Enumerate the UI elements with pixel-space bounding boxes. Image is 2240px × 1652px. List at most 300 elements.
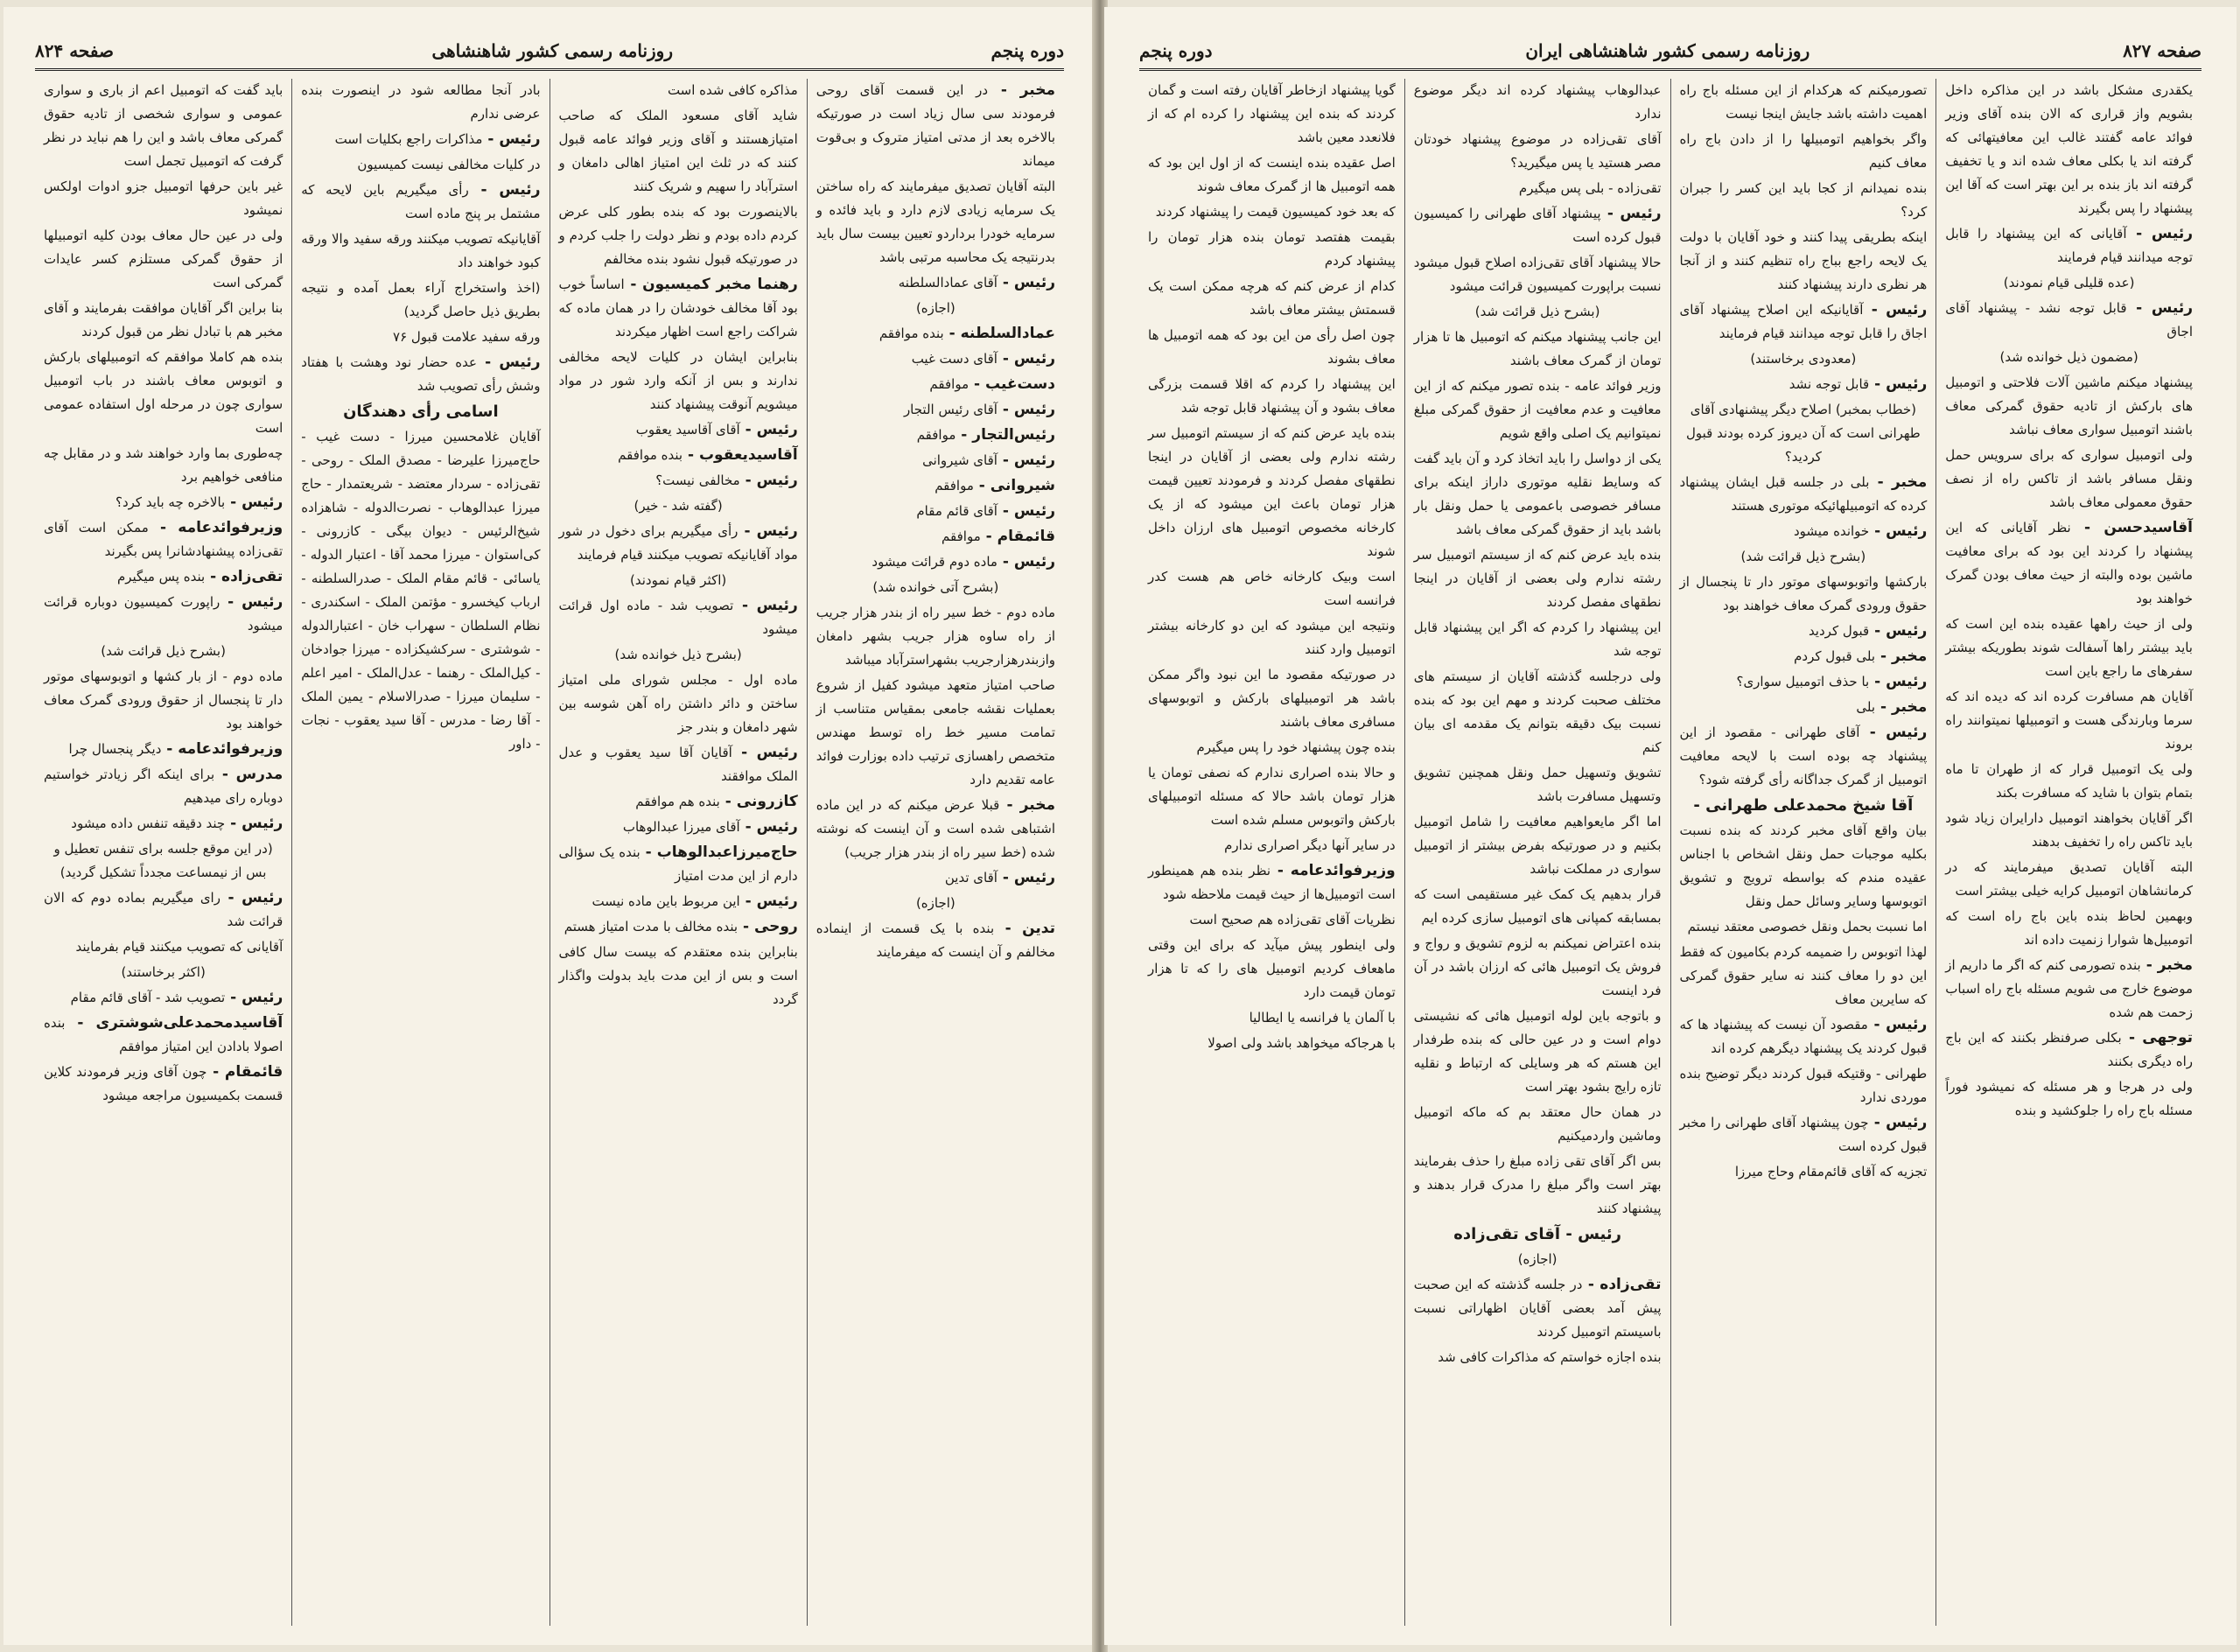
paragraph (1148, 908, 1396, 932)
paragraph (1680, 570, 1928, 618)
paragraph (301, 79, 540, 126)
paragraph-text: بادر آنجا مطالعه شود در اینصورت بنده عرضی ندارم (301, 82, 541, 122)
paragraph-text: بنده با یک قسمت از اینماده مخالفم و آن اینست که میفرمایند (816, 920, 1055, 960)
speaker-name: رئیس - (220, 889, 284, 906)
paragraph (44, 812, 283, 836)
paragraph-text: لهذا اتوبوس را ضمیمه کردم بکامیون که فقط این دو را معاف کنند نه سایر حقوق گمرکی که سایرین معاف (1679, 944, 1928, 1007)
parenthetical-note: (اجازه) (915, 895, 956, 911)
speaker-name: رئیس - (468, 181, 541, 199)
speaker-name: تدین - (994, 920, 1055, 937)
paragraph-text: راپورت کمیسیون دوباره قرائت میشود (44, 594, 284, 634)
paragraph-text: بنده باید عرض کنم که از سیستم اتومبیل سر رشته ندارم ولی بعضی از آقایان در اینجا نطقهای مفصل کردند و فرمودند تعیین قیمت هزار تومان باعث این میشود که از یک کارخانه مخصوص اتومبیل های ارزان داخل شوند (1148, 425, 1396, 559)
paragraph-text: آقای تقی‌زاده در موضوع پیشنهاد خودتان مصر هستید یا پس میگیرید؟ (1413, 131, 1662, 171)
paragraph-text: موافقم (916, 427, 956, 443)
speaker-name: توجهی - (2121, 1029, 2193, 1046)
paragraph (44, 175, 283, 222)
paragraph (1414, 883, 1662, 930)
paragraph-text: ماده دوم - از بار کشها و اتوبوسهای موتور دار تا پنجسال از حقوق ورودی گمرک معاف خواهند بود (44, 668, 284, 732)
paragraph (816, 525, 1055, 549)
paragraph-text: چون آقای وزیر فرمودند کلاین قسمت بکمیسیون مراجعه میشود (44, 1064, 284, 1103)
left-col-3 (291, 79, 549, 1626)
paragraph (559, 520, 798, 567)
speaker-name: رهنما مخبر کمیسیون - (624, 276, 798, 293)
speaker-name: شیروانی - (973, 477, 1055, 494)
speaker-name: رئیس - (1869, 375, 1928, 393)
paragraph-text: گویا پیشنهاد ازخاطر آقایان رفته است و گمان کردند که بنده این پیشنهاد را کرده ام که از فلانعدد معین باشد (1148, 82, 1396, 145)
paragraph-text: نظر بنده هم همینطور است اتومبیل‌ها از حیث قیمت ملاحظه شود (1148, 863, 1396, 902)
paragraph-text: آقای تدین (944, 870, 998, 886)
paragraph (1945, 905, 2193, 952)
paragraph-text: در جلسه گذشته که این صحبت پیش آمد بعضی آقایان اظهاراتی نسبت باسیستم اتومبیل کردند (1413, 1277, 1662, 1340)
paragraph-text: این جانب پیشنهاد میکنم که اتومبیل ها تا هزار تومان از گمرک معاف باشند (1413, 329, 1662, 368)
paragraph (1414, 1273, 1662, 1344)
paragraph (559, 941, 798, 1012)
paragraph (1414, 932, 1662, 1003)
paragraph-text: بلی در جلسه قبل ایشان پیشنهاد کرده که اتومبیلهائیکه موتوری هستند (1679, 474, 1928, 514)
speaker-name: رئیس - (1859, 724, 1928, 741)
speaker-name: رئیس - (739, 892, 798, 910)
speaker-name: قائمقام - (206, 1063, 284, 1081)
paragraph (1414, 1346, 1662, 1369)
paragraph (1148, 614, 1396, 662)
speaker-name: رئیس - (997, 401, 1055, 418)
paragraph-text: مذاکره کافی شده است (667, 82, 798, 98)
speaker-name: رئیس - (1869, 622, 1928, 640)
right-col-2 (1670, 79, 1936, 1626)
paragraph (816, 474, 1055, 498)
speaker-name: رئیس - (739, 421, 798, 438)
paragraph-text: برای اینکه اگر زیادتر خواستیم دوباره رای میدهیم (44, 766, 284, 806)
paragraph (44, 1012, 283, 1059)
left-page-header (35, 33, 1064, 71)
speaker-name: رئیس - (997, 274, 1055, 291)
paragraph-text: تصورمیکنم که هرکدام از این مسئله باج راه اهمیت داشته باشد جایش اینجا نیست (1679, 82, 1928, 122)
paragraph (816, 424, 1055, 447)
paragraph-text: اگر آقایان بخواهند اتومبیل دارایران زیاد شود باید تاکس راه را تخفیف بدهند (1945, 810, 2193, 850)
paragraph (1945, 516, 2193, 611)
paragraph (816, 601, 1055, 672)
paragraph-text: بنده هم موافقم (635, 794, 720, 809)
paragraph (301, 178, 540, 226)
paragraph (1414, 79, 1662, 126)
paragraph (1148, 1006, 1396, 1030)
right-col-1 (1936, 79, 2202, 1626)
paragraph-text: آقایان هم مسافرت کرده اند که دیده اند که سرما وبارندگی هست و اتومبیلها نمیتوانند راه بروند (1945, 689, 2193, 752)
paragraph-text: نظریات آقای تقی‌زاده هم صحیح است (1189, 912, 1396, 928)
speaker-name: رئیس - (1868, 1114, 1928, 1131)
paragraph-text: با آلمان یا فرانسه یا ایطالیا (1249, 1010, 1396, 1026)
paragraph (816, 866, 1055, 890)
paragraph (1680, 915, 1928, 939)
paragraph (816, 917, 1055, 964)
speaker-name: رئیس - (1867, 1016, 1928, 1033)
paragraph-text: عده حضار نود وهشت با هفتاد وشش رأی تصویب شد (301, 354, 541, 394)
paragraph-text: تقی‌زاده - بلی پس میگیرم (1518, 180, 1662, 196)
paragraph (1148, 1032, 1396, 1055)
paragraph-text: بنده چون پیشنهاد خود را پس میگیرم (1196, 739, 1396, 755)
paragraph-text: بالاخره چه باید کرد؟ (116, 494, 226, 510)
paragraph-text: با هرجاکه میخواهد باشد ولی اصولا (1208, 1035, 1396, 1051)
parenthetical-note: (اجازه) (1517, 1251, 1558, 1267)
paragraph (1414, 326, 1662, 373)
paragraph (1414, 1101, 1662, 1148)
speaker-name: دست‌غیب - (969, 375, 1055, 393)
speaker-name: رئیس - (1869, 522, 1928, 540)
parenthetical-note: (بشرح ذیل خوانده شد) (614, 647, 742, 662)
paragraph (1945, 1075, 2193, 1123)
paragraph (44, 346, 283, 440)
paragraph (44, 665, 283, 736)
parenthetical-note: (بشرح ذیل قرائت شد) (1474, 304, 1600, 319)
right-col-4 (1139, 79, 1404, 1626)
paragraph-text: است وبیک کارخانه خاص هم هست کدر فرانسه است (1148, 569, 1396, 608)
paragraph-text: موافقم (934, 478, 974, 494)
speaker-name: وزیرفوائدعامه - (148, 519, 284, 536)
paragraph-text: ماده دوم - خط سیر راه از بندر هزار جریب از راه ساوه هزار جریب بشهر دامغان وازبندرهزارجریب بشهراسترآباد میباشد (816, 605, 1055, 668)
paragraph-text: ممکن است آقای تقی‌زاده پیشنهادشانرا پس بگیرند (44, 520, 284, 559)
paragraph (1680, 696, 1928, 719)
speaker-name: رئیس - (739, 472, 798, 489)
parenthetical-note: (اجازه) (915, 300, 956, 316)
paragraph-text: نظر آقایانی که این پیشنهاد را کردند این بود که برای معافیت ماشین بوده والبته از حیث معاف بودن گمرک خواهند بود (1945, 520, 2193, 606)
speaker-name: رئیس - (1869, 673, 1928, 690)
paragraph-text: تشویق وتسهیل حمل ونقل همچنین تشویق وتسهیل مسافرت باشد (1413, 765, 1662, 804)
paragraph-text: این پیشنهاد را کردم که اگر این پیشنهاد قابل توجه شد (1413, 620, 1662, 659)
left-col-4 (35, 79, 291, 1626)
paragraph (1148, 275, 1396, 322)
paragraph-text: ولی در هرجا و هر مسئله که نمیشود فوراً مسئله باج راه را جلوکشید و بنده (1945, 1079, 2193, 1118)
paragraph-text: ولی از حیث راهها عقیده بنده این است که باید بیشتر راها آسفالت شوند بطوریکه بیشتر سفرهای ما راجع باین است (1945, 616, 2193, 679)
paragraph (559, 915, 798, 939)
paragraph (1414, 1150, 1662, 1221)
paragraph (1414, 543, 1662, 614)
speaker-name: مخبر - (1875, 648, 1928, 665)
parenthetical-note: (اکثر برخاستند) (121, 964, 206, 980)
speaker-name: رئیس - (997, 869, 1055, 886)
paragraph (816, 674, 1055, 792)
paragraph (1414, 202, 1662, 249)
paragraph-text: یکی از دواسل را باید اتخاذ کرد و آن باید گفت که وسایط نقلیه موتوری داراز اینکه برای مسافر خصوصی باعمومی یا حمل ونقل بار باشد باید از حقوق گمرکی معاف باشد (1413, 451, 1662, 537)
paragraph-text: واگر بخواهیم اتومبیلها را از دادن باج راه معاف کنیم (1679, 131, 1928, 171)
paragraph (816, 322, 1055, 346)
paragraph (1945, 222, 2193, 270)
parenthetical-note: (بشرح ذیل قرائت شد) (101, 643, 226, 659)
speaker-name: رئیس - (997, 350, 1055, 368)
paragraph-text: موافقم (942, 528, 981, 544)
right-page-period: دوره پنجم (1139, 40, 1213, 61)
speaker-name: کازرونی - (719, 793, 798, 810)
speaker-name: روحی - (738, 918, 798, 935)
paragraph-text: بنده اعتراض نمیکنم به لزوم تشویق و رواج و فروش یک اتومبیل هائی که ارزان باشد در آن فرد اینست (1413, 935, 1662, 998)
paragraph (559, 841, 798, 888)
parenthetical-note: (گفته شد - خیر) (634, 498, 723, 514)
paragraph (1680, 373, 1928, 396)
paragraph (1414, 665, 1662, 760)
paragraph-text: ولی یک اتومبیل قرار که از طهران تا ماه بتمام بتوان با شاید که مسافرت بکند (1945, 761, 2193, 801)
paragraph-text: البته آقایان تصدیق میفرمایند که در کرمانشاهان اتومبیل کرایه خیلی بیشتر است (1945, 859, 2193, 899)
paragraph (1680, 79, 1928, 126)
speaker-name: رئیس - (220, 593, 284, 611)
paragraph-text: قابل توجه نشد - پیشنهاد آقای اجاق (1945, 300, 2193, 340)
paragraph-text: این پیشنهاد را کردم که اقلا قسمت بزرگی معاف بشود و آن پیشنهاد قابل توجه شد (1148, 376, 1396, 416)
paragraph-text: آقایانیکه تصویب میکنند ورقه سفید والا ورقه کبود خواهند داد (301, 231, 541, 270)
paragraph (816, 794, 1055, 864)
speaker-name: رئیس - (997, 502, 1055, 520)
right-page (1104, 7, 2236, 1645)
left-page-columns (35, 79, 1064, 1626)
paragraph-text: پیشنهاد میکنم ماشین آلات فلاحتی و اتومبیل های بارکش از تادیه حقوق گمرکی معاف باشند اتومبیل سواری معاف نباشد (1945, 374, 2193, 438)
parenthetical-note: (معدودی برخاستند) (1750, 351, 1857, 367)
paragraph (1945, 297, 2193, 344)
paragraph-text: ولی اینطور پیش میآید که برای این وقتی ماهعاف کردیم اتومبیل های را که تا هزار تومان قیمت دارد (1148, 937, 1396, 1000)
speaker-name: مخبر - (1875, 698, 1928, 716)
paragraph-text: در سایر آنها دیگر اصراری ندارم (1224, 837, 1396, 853)
paragraph-text: و حالا بنده اصراری ندارم که نصفی تومان یا هزار تومان باشد حالا که مسئله اتومبیلهای بارکش واتوبوس مسلم شده است (1148, 765, 1396, 828)
paragraph-text: دیگر پنجسال چرا (68, 741, 162, 757)
paragraph (816, 398, 1055, 422)
paragraph (301, 128, 540, 151)
paragraph-text: آقایانی که این پیشنهاد را قابل توجه میدانند قیام فرمایند (1945, 226, 2193, 265)
paragraph (1148, 859, 1396, 906)
paragraph (816, 500, 1055, 523)
paragraph-text: قابل توجه نشد (1788, 376, 1870, 392)
paragraph-text: چند دقیقه تنفس داده میشود (71, 816, 226, 831)
paragraph (44, 516, 283, 564)
speaker-name: آقاسیدیعقوب - (682, 446, 798, 464)
paragraph-text: بنده هم کاملا موافقم که اتومبیلهای بارکش و اتوبوس معاف باشند در باب اتومبیل سواری چون در مرحله اول استفاده عمومی است (44, 349, 284, 436)
paragraph (1148, 79, 1396, 150)
paragraph-text: اما اگر مایعواهیم معافیت را شامل اتومبیل بکنیم و در صورتیکه بفرض بیشتر از اتومبیل سواری در مملکت نباشد (1413, 814, 1662, 877)
paragraph-text: ولی درجلسه گذشته آقایان از سیستم های مختلف صحبت کردند و مهم این بود که بنده نسبت بیک دقیقه بتوانم یک مقدمه ای بیان کنم (1413, 668, 1662, 755)
speaker-name: وزیرفوائدعامه - (161, 740, 284, 758)
right-page-header (1139, 33, 2202, 71)
paragraph-text: آقایان آقا سید یعقوب و عدل الملک موافقند (558, 745, 798, 784)
paragraph-text: بنابراین بنده معتقدم که بیست سال کافی است و بس از این مدت باید بدولت واگذار گردد (558, 944, 798, 1007)
paragraph (1148, 834, 1396, 858)
speaker-name: آقاسیدحسن - (2070, 519, 2194, 536)
speaker-name: رئیس - (738, 522, 798, 540)
speaker-name: مخبر - (999, 796, 1056, 814)
paragraph-text: البته آقایان تصدیق میفرمایند که راه ساختن یک سرمایه زیادی لازم دارد و باید فائده و سرمایه خودرا برداردو تعیین بیست سال باید بدرنتیجه یک محاسبه مرتبی باشد (816, 178, 1055, 265)
paragraph (559, 469, 798, 493)
paragraph-text: عبدالوهاب پیشنهاد کرده اند دیگر موضوع ندارد (1413, 82, 1662, 122)
right-page-number: صفحه ۸۲۷ (2123, 40, 2202, 61)
paragraph-text: در همان حال معتقد بم که ماکه اتومبیل وماشین واردمیکنیم (1413, 1104, 1662, 1144)
paragraph-text: اصل عقیده بنده اینست که از اول این بود که همه اتومبیل ها از گمرک معاف شوند (1148, 155, 1396, 194)
paragraph (1680, 620, 1928, 643)
paragraph (1680, 819, 1928, 914)
paragraph (1148, 761, 1396, 832)
paragraph-text: مخالفی نیست؟ (655, 472, 740, 488)
paragraph (1680, 645, 1928, 668)
paragraph (1148, 736, 1396, 760)
paragraph (1680, 177, 1928, 224)
paragraph-text: بنده یک سؤالی دارم از این مدت امتیاز (558, 844, 798, 884)
speaker-name: رئیس - (225, 815, 284, 832)
paragraph-text: بنده اجازه خواستم که مذاکرات کافی شد (1438, 1349, 1662, 1365)
paragraph-text: بنده باید عرض کنم که از سیستم اتومبیل سر رشته ندارم ولی بعضی از آقایان در اینجا نطقهای مفصل کردند (1413, 547, 1662, 610)
left-col-1 (807, 79, 1064, 1626)
section-heading: رئیس - آقای تقی‌زاده (1453, 1225, 1621, 1243)
paragraph (1680, 1013, 1928, 1060)
speaker-name: رئیس - (2126, 299, 2193, 317)
paragraph-text: آقایانی که تصویب میکنند قیام بفرمایند (75, 939, 284, 955)
left-page (4, 7, 1096, 1645)
paragraph-text: بنده نمیدانم از کجا باید این کسر را جبران کرد؟ (1679, 180, 1928, 220)
paragraph-text: با حذف اتومبیل سواری؟ (1736, 674, 1870, 690)
right-page-gazette-title: روزنامه رسمی کشور شاهنشاهی ایران (1525, 40, 1810, 61)
speaker-name: حاج‌میرزاعبدالوهاب - (640, 844, 798, 861)
paragraph-text: بنده تصورمی کنم که اگر ما داریم از موضوع خارج می شویم مسئله باج راه اسباب زحمت هم شده (1945, 957, 2193, 1020)
paragraph-text: ولی در عین حال معاف بودن کلیه اتومبیلها از حقوق گمرکی مستلزم کسر عایدات گمرکی است (44, 228, 284, 290)
paragraph (1680, 1160, 1928, 1184)
paragraph-text: تصویب شد - آقای قائم مقام (70, 990, 226, 1005)
paragraph-text: تصویب شد - ماده اول قرائت میشود (558, 598, 798, 637)
paragraph-text: قبلا عرض میکنم که در این ماده اشتباهی شده است و آن اینست که نوشته شده (خط سیر راه از بندر هزار جریب) (816, 797, 1055, 860)
paragraph (44, 763, 283, 810)
paragraph (1680, 471, 1928, 518)
paragraph (1148, 226, 1396, 273)
paragraph (1945, 1026, 2193, 1074)
paragraph (1945, 954, 2193, 1025)
speaker-name: وزیرفوائدعامه - (1270, 862, 1396, 879)
paragraph-text: آقای شیروانی (922, 452, 998, 468)
paragraph-text: این مربوط باین ماده نیست (592, 893, 740, 909)
section-heading: آقا شیخ محمدعلی طهرانی - (1693, 796, 1914, 815)
paragraph-text: قبول کردید (1808, 623, 1870, 639)
speaker-name: رئیس - (476, 354, 541, 371)
paragraph-text: بیان واقع آقای مخبر کردند که بنده نسبت بکلیه موجبات حمل ونقل اشخاص با اجناس عقیده مندم که بواسطه ترویج و تشویق اتوبوسها وسایر وسائل حمل ونقل (1679, 822, 1928, 909)
paragraph-text: شاید آقای مسعود الملک که صاحب امتیازهستند و آقای وزیر فوائد عامه قبول کنند که در ثلث این امتیاز اهالی دامغان و استرآباد را سهیم و شریک کنند (558, 108, 798, 194)
paragraph (44, 297, 283, 344)
paragraph (1945, 444, 2193, 514)
paragraph-text: اینکه بطریقی پیدا کنند و خود آقایان با دولت یک لایحه راجع بباج راه تنظیم کنند و از آنجا هر نظری دارند پیشنهاد کنند (1679, 229, 1928, 292)
paragraph-text: آقای رئیس التجار (903, 402, 998, 417)
paragraph (301, 153, 540, 177)
paragraph-text: آقایان غلامحسین میرزا - دست غیب - حاج‌میرزا علیرضا - مصدق الملک - روحی - تقی‌زاده - سردار معتضد - شریعتمدار - حاج میرزا عبدالوهاب - نصرت‌الدوله - شاهزاده شیخ‌الرئیس - دیوان بیگی - کازرونی - کی‌استوان - میرزا محمد آقا - اعتبار الدوله - یاسائی - قائم مقام الملک - صدرالسلطنه - ارباب کیخسرو - مؤتمن الملک - اسکندری - نظام السلطان - سهراب خان - اعتبارالدوله - شوشتری - سرکشیکزاده - میرزا جوادخان - کیل‌الملک - رهنما - عدل‌الملک - امیر اعلم - سلیمان میرزا - صدرالاسلام - یمین الملک - آقا رضا - مدرس - آقا سید یعقوب - نجات - داور (301, 429, 541, 752)
paragraph (44, 1060, 283, 1108)
paragraph-text: مقصود آن نیست که پیشنهاد ها که قبول کردند یک پیشنهاد دیگرهم کرده اند (1679, 1017, 1928, 1056)
paragraph (1945, 612, 2193, 683)
paragraph (559, 418, 798, 442)
paragraph-text: رای میگیریم بماده دوم که الان قرائت شد (44, 890, 284, 929)
paragraph-text: پیشنهاد آقای طهرانی را کمیسیون قبول کرده است (1413, 206, 1662, 245)
paragraph-text: ماده دوم قرائت میشود (872, 554, 998, 570)
paragraph (1148, 663, 1396, 734)
paragraph-text: (اخذ واستخراج آراء بعمل آمده و نتیجه بطریق ذیل حاصل گردید) (301, 280, 541, 319)
speaker-name: قائمقام - (980, 528, 1055, 545)
paragraph-text: آقای عمادالسلطنه (898, 275, 998, 290)
parenthetical-note: (اکثر قیام نمودند) (630, 572, 727, 588)
paragraph-text: چون پیشنهاد آقای طهرانی را مخبر قبول کرده است (1679, 1115, 1928, 1154)
paragraph (816, 550, 1055, 574)
paragraph-text: قرار بدهیم یک کمک غیر مستقیمی است که بمسابقه کمپانی های اتومبیل سازی کرده ایم (1413, 886, 1662, 926)
paragraph-text: وزیر فوائد عامه - بنده تصور میکنم که از این معافیت و عدم معافیت از حقوق گمرکی مبلغ نمیتوانیم یک اصلی واقع شویم (1413, 378, 1662, 441)
paragraph (1414, 128, 1662, 175)
paragraph-text: آقای قائم مقام (916, 503, 998, 519)
paragraph-text: رأی میگیریم برای دخول در شور مواد آقایانیکه تصویب میکنند قیام فرمایند (558, 523, 798, 563)
speaker-name: رئیس - (1863, 301, 1928, 318)
speaker-name: رئیس - (997, 452, 1055, 469)
paragraph (1680, 298, 1928, 346)
right-page-columns (1139, 79, 2202, 1626)
paragraph (816, 79, 1055, 173)
paragraph (1414, 177, 1662, 200)
paragraph-text: مذاکرات راجع بکلیات است (334, 131, 483, 147)
speaker-name: رئیس - (225, 989, 284, 1006)
paragraph (1680, 941, 1928, 1012)
paragraph-text: بنده موافقم (618, 447, 683, 463)
paragraph-text: بکلی صرفنظر بکنند که این باج راه دیگری بکنند (1945, 1030, 2193, 1069)
parenthetical-note: (بشرح آتی خوانده شد) (872, 579, 999, 595)
parenthetical-note: (مضمون ذیل خوانده شد) (1999, 349, 2138, 365)
parenthetical-note: (عده قلیلی قیام نمودند) (2003, 275, 2135, 290)
speaker-name: تقی‌زاده - (1582, 1276, 1662, 1293)
speaker-name: مخبر - (1869, 473, 1928, 491)
paragraph (44, 442, 283, 489)
paragraph-text: اساساً خوب بود آقا مخالف خودشان را در همان ماده که شراکت راجع است اظهار میکردند (558, 276, 798, 340)
paragraph (44, 986, 283, 1010)
paragraph (1680, 128, 1928, 175)
paragraph (816, 271, 1055, 295)
paragraph (559, 104, 798, 199)
paragraph-text: بنده اصولا بادادن این امتیاز موافقم (44, 1015, 284, 1054)
paragraph-text: بنابراین ایشان در کلیات لایحه مخالفی ندارند و بس از آنکه وارد شور در مواد میشویم آنوقت پیشنهاد کنند (558, 349, 798, 412)
paragraph-text: که بعد خود کمیسیون قیمت را پیشنهاد کردند (1155, 204, 1396, 220)
paragraph-text: در این قسمت آقای روحی فرمودند سی سال زیاد است در صورتیکه بالاخره بعد از مدتی امتیاز متروک و بی‌قوت میماند (816, 82, 1055, 169)
paragraph (816, 347, 1055, 371)
paragraph (1148, 200, 1396, 224)
paragraph-text: آقای میرزا عبدالوهاب (622, 819, 740, 835)
paragraph-text: بقیمت هفتصد تومان بنده هزار تومان را پیشنهاد کردم (1148, 229, 1396, 269)
paragraph (44, 491, 283, 514)
paragraph (1945, 371, 2193, 442)
paragraph (559, 200, 798, 271)
paragraph (1148, 373, 1396, 420)
left-page-gazette-title: روزنامه رسمی کشور شاهنشاهی (431, 40, 673, 61)
paragraph (1945, 685, 2193, 756)
paragraph (1680, 1111, 1928, 1158)
paragraph-text: چون اصل رأی من این بود که همه اتومبیل ها معاف بشوند (1148, 327, 1396, 367)
speaker-name: رئیس - (2126, 225, 2193, 242)
paragraph-text: بس اگر آقای تقی زاده مبلغ را حذف بفرمایند بهتر است واگر مبلغ را مدرک قرار بدهند و پیشنهاد کنند (1413, 1153, 1662, 1216)
paragraph-text: بالاینصورت بود که بنده بطور کلی عرض کردم داده بودم و نظر دولت را جلب کردم و در صورتیکه قبول نشود بنده مخالفم (558, 204, 798, 267)
paragraph-text: بلی (1856, 699, 1876, 715)
speaker-name: رئیس - (732, 744, 798, 761)
paragraph-text: رأی میگیریم باین لایحه که مشتمل بر پنج ماده است (301, 182, 541, 221)
paragraph (559, 668, 798, 739)
paragraph (44, 79, 283, 173)
paragraph-text: حالا پیشنهاد آقای تقی‌زاده اصلاح قبول میشود نسبت براپورت کمیسیون قرائت میشود (1413, 255, 1662, 294)
speaker-name: رئیس - (482, 130, 541, 148)
speaker-name: رئیس - (739, 818, 798, 836)
right-col-3 (1404, 79, 1670, 1626)
paragraph (44, 224, 283, 295)
paragraph (559, 273, 798, 344)
paragraph (44, 591, 283, 638)
paragraph-text: بارکشها واتوبوسهای موتور دار تا پنجسال از حقوق ورودی گمرک معاف خواهند بود (1679, 574, 1928, 613)
paragraph (1945, 856, 2193, 903)
speaker-name: رئیس‌التجار - (956, 426, 1055, 444)
paragraph (1148, 151, 1396, 199)
paragraph (816, 373, 1055, 396)
paragraph-text: آقای دست غیب (911, 351, 998, 367)
paragraph-text: ماده اول - مجلس شورای ملی امتیاز ساختن و دائر داشتن راه آهن شوسه بین شهر دامغان و بندر جز (558, 672, 798, 735)
paragraph-text: بنده موافقم (878, 326, 944, 341)
paragraph (1680, 520, 1928, 543)
paragraph (559, 346, 798, 416)
paragraph (301, 425, 540, 756)
